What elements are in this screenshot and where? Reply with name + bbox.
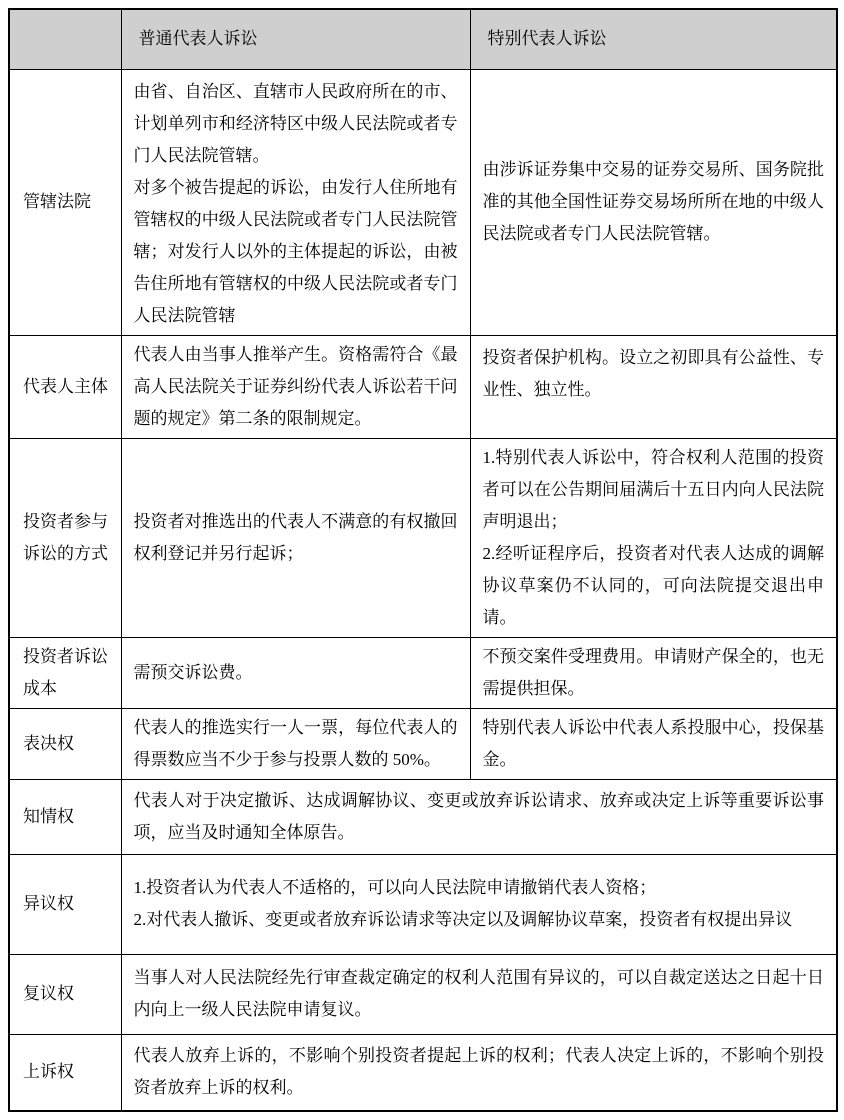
paragraph: 1.特别代表人诉讼中，符合权利人范围的投资者可以在公告期间届满后十五日内向人民法院声明退出； <box>482 447 824 531</box>
row-jurisdiction-court <box>9 69 837 335</box>
paragraph: 特别代表人诉讼中代表人系投服中心，投保基金。 <box>482 717 824 769</box>
paragraph: 投资者对推选出的代表人不满意的有权撤回权利登记并另行起诉； <box>133 511 458 563</box>
row-label-appeal-right: 上诉权 <box>9 1034 121 1111</box>
row-label-jurisdiction-court: 管辖法院 <box>9 69 121 335</box>
paragraph: 代表人的推选实行一人一票，每位代表人的得票数应当不少于参与投票人数的 50%。 <box>133 717 458 769</box>
cell-special-jurisdiction-court <box>470 69 837 335</box>
cell-special-voting-right <box>470 708 837 779</box>
cell-merged-objection-right <box>121 854 837 954</box>
cell-ordinary-voting-right <box>121 708 470 779</box>
paragraph: 2.对代表人撤诉、变更或者放弃诉讼请求等决定以及调解协议草案，投资者有权提出异议 <box>133 910 793 929</box>
row-representative-subject <box>9 335 837 438</box>
row-investor-participation-method <box>9 438 837 637</box>
row-label-objection-right: 异议权 <box>9 854 121 954</box>
row-label-investor-participation-method: 投资者参与诉讼的方式 <box>9 438 121 637</box>
row-label-right-to-know: 知情权 <box>9 779 121 854</box>
paragraph: 代表人由当事人推举产生。资格需符合《最高人民法院关于证券纠纷代表人诉讼若干问题的规定》第二条的限制规定。 <box>133 344 458 428</box>
cell-special-representative-subject <box>470 335 837 438</box>
row-appeal-right <box>9 1034 837 1111</box>
cell-special-investor-litigation-cost <box>470 637 837 708</box>
paragraph: 2.经听证程序后，投资者对代表人达成的调解协议草案仍不认同的，可向法院提交退出申请。 <box>482 543 824 627</box>
row-reconsideration-right <box>9 954 837 1034</box>
row-label-investor-litigation-cost: 投资者诉讼成本 <box>9 637 121 708</box>
paragraph: 对多个被告提起的诉讼，由发行人住所地有管辖权的中级人民法院或者专门人民法院管辖；对发行人以外的主体提起的诉讼，由被告住所地有管辖权的中级人民法院或者专门人民法院管辖 <box>133 177 458 325</box>
paragraph: 1.投资者认为代表人不适格的，可以向人民法院申请撤销代表人资格； <box>133 878 657 897</box>
header-row <box>9 9 837 69</box>
row-label-voting-right: 表决权 <box>9 708 121 779</box>
row-label-reconsideration-right: 复议权 <box>9 954 121 1034</box>
paragraph: 由省、自治区、直辖市人民政府所在的市、计划单列市和经济特区中级人民法院或者专门人民法院管辖。 <box>133 81 458 165</box>
cell-ordinary-investor-litigation-cost <box>121 637 470 708</box>
cell-merged-reconsideration-right <box>121 954 837 1034</box>
cell-merged-right-to-know <box>121 779 837 854</box>
header-ordinary-litigation: 普通代表人诉讼 <box>121 9 470 69</box>
paragraph: 由涉诉证券集中交易的证券交易所、国务院批准的其他全国性证券交易场所所在地的中级人民法院或者专门人民法院管辖。 <box>482 160 824 243</box>
header-special-litigation: 特别代表人诉讼 <box>470 9 837 69</box>
cell-ordinary-investor-participation-method <box>121 438 470 637</box>
paragraph: 当事人对人民法院经先行审查裁定确定的权利人范围有异议的，可以自裁定送达之日起十日内向上一级人民法院申请复议。 <box>133 968 824 1019</box>
row-voting-right <box>9 708 837 779</box>
row-investor-litigation-cost <box>9 637 837 708</box>
cell-ordinary-representative-subject <box>121 335 470 438</box>
paragraph: 投资者保护机构。设立之初即具有公益性、专业性、独立性。 <box>482 347 824 399</box>
cell-special-investor-participation-method <box>470 438 837 637</box>
paragraph: 需预交诉讼费。 <box>133 662 253 682</box>
header-corner-cell <box>9 9 121 69</box>
litigation-comparison-table <box>8 8 838 1112</box>
row-objection-right <box>9 854 837 954</box>
paragraph: 代表人对于决定撤诉、达成调解协议、变更或放弃诉讼请求、放弃或决定上诉等重要诉讼事项，应当及时通知全体原告。 <box>133 790 824 842</box>
paragraph: 不预交案件受理费用。申请财产保全的，也无需提供担保。 <box>482 646 824 698</box>
paragraph: 代表人放弃上诉的，不影响个别投资者提起上诉的权利；代表人决定上诉的，不影响个别投资者放弃上诉的权利。 <box>133 1046 824 1098</box>
row-label-representative-subject: 代表人主体 <box>9 335 121 438</box>
row-right-to-know <box>9 779 837 854</box>
cell-merged-appeal-right <box>121 1034 837 1111</box>
cell-ordinary-jurisdiction-court <box>121 69 470 335</box>
